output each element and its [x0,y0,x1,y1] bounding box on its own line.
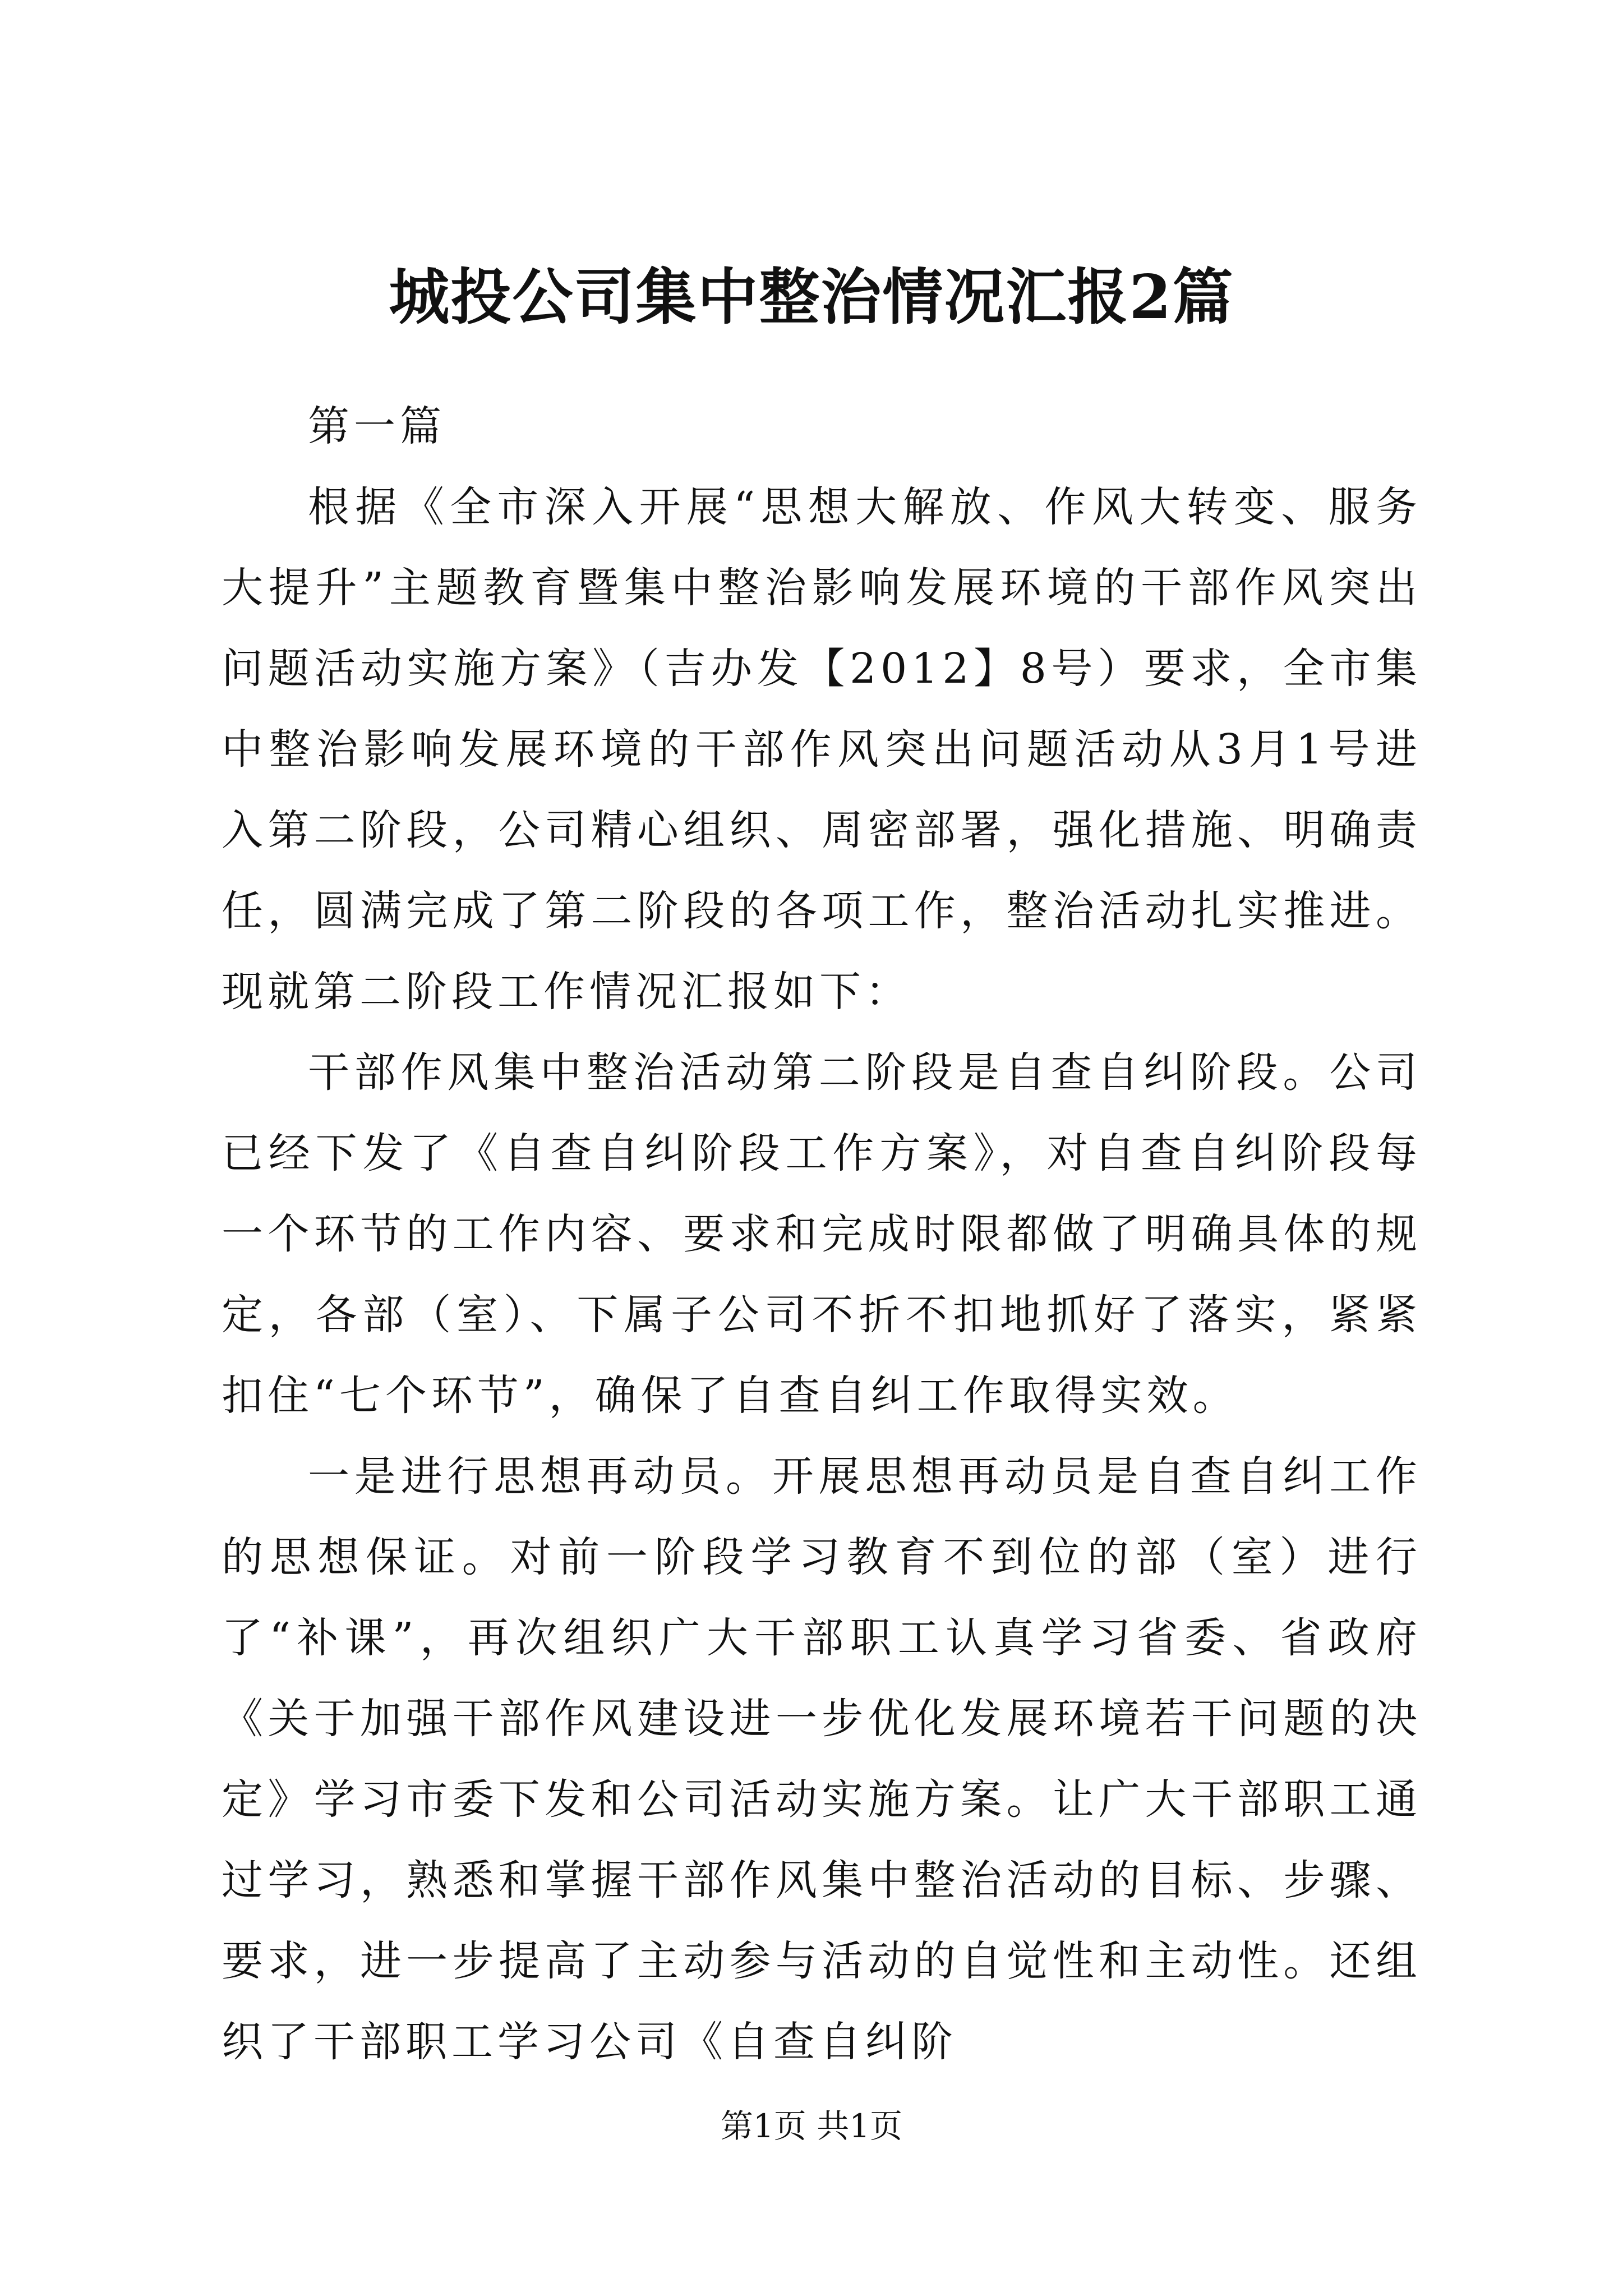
page-number-footer: 第1页 共1页 [720,2107,903,2145]
section-heading: 第一篇 [308,402,446,450]
paragraph-3: 一是进行思想再动员。开展思想再动员是自查自纠工作的思想保证。对前一阶段学习教育不到位的部（室）进行了“补课”，再次组织广大干部职工认真学习省委、省政府《关于加强干部作风建设进一步优化发展环境若干问题的决定》学习市委下发和公司活动实施方案。让广大干部职工通过学习，熟悉和掌握干部作风集中整治活动的目标、步骤、要求，进一步提高了主动参与活动的自觉性和主动性。还组织了干部职工学习公司《自查自纠阶 [222,1452,1422,2066]
paragraph-2: 干部作风集中整治活动第二阶段是自查自纠阶段。公司已经下发了《自查自纠阶段工作方案》，对自查自纠阶段每一个环节的工作内容、要求和完成时限都做了明确具体的规定，各部（室）、下属子公司不折不扣地抓好了落实，紧紧扣住“七个环节”，确保了自查自纠工作取得实效。 [222,1048,1422,1420]
document-title: 城投公司集中整治情况汇报2篇 [389,262,1234,333]
paragraph-1: 根据《全市深入开展“思想大解放、作风大转变、服务大提升”主题教育暨集中整治影响发展环境的干部作风突出问题活动实施方案》（吉办发【2012】8号）要求，全市集中整治影响发展环境的干部作风突出问题活动从3月1号进入第二阶段，公司精心组织、周密部署，强化措施、明确责任，圆满完成了第二阶段的各项工作，整治活动扎实推进。现就第二阶段工作情况汇报如下： [222,483,1422,1016]
document-body [222,386,1422,2082]
